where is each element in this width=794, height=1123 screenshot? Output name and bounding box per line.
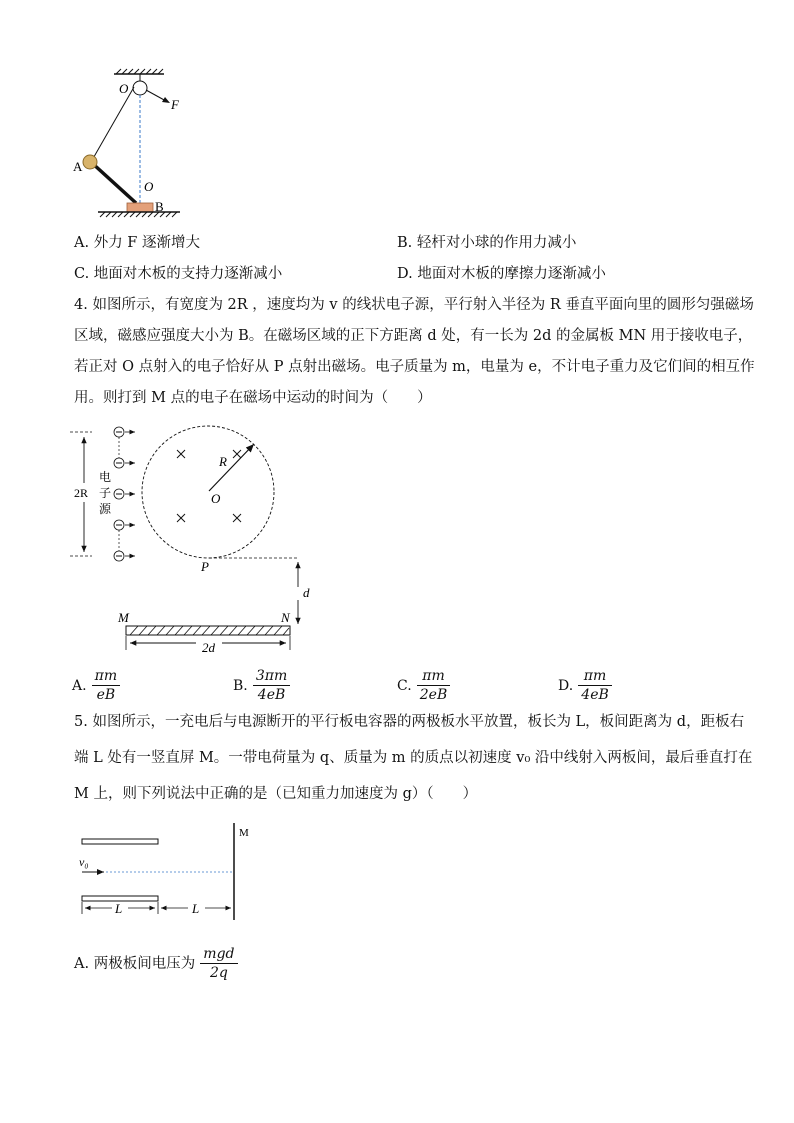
label-source-3: 源 — [99, 502, 112, 516]
q3-option-d: D. 地面对木板的摩擦力逐渐减小 — [397, 266, 606, 282]
label-L-2: L — [192, 901, 200, 916]
q4-line-1: 4. 如图所示，有宽度为 2R ，速度均为 v 的线状电子源，平行射入半径为 R 垂直平面向里的圆形匀强磁场 — [74, 297, 754, 313]
label-2R: 2R — [74, 486, 89, 500]
label-N: N — [281, 610, 290, 625]
q5-option-a: A. 两极板间电压为 $\frac{\text{mgd}}{2q}$ — [74, 946, 238, 981]
q3-option-b: B. 轻杆对小球的作用力减小 — [397, 235, 577, 251]
upper-plate — [82, 839, 158, 844]
q4-option-d: D. $\frac{\pi m}{4eB}$ — [558, 668, 612, 703]
q3-option-a: A. 外力 F 逐渐增大 — [74, 235, 200, 251]
label-F: F — [171, 97, 179, 112]
q4-option-c: C. $\frac{\pi m}{2eB}$ — [397, 668, 450, 703]
label-source-1: 电 — [99, 470, 112, 484]
q4-line-3: 若正对 O 点射入的电子恰好从 P 点射出磁场。电子质量为 m，电量为 e，不计电子重力及它们间的相互作 — [74, 359, 755, 375]
label-O-mid: O — [144, 179, 154, 194]
label-screen-M: M — [239, 827, 249, 839]
label-O-center: O — [211, 491, 221, 506]
label-d: d — [303, 585, 310, 600]
q5-line-1: 5. 如图所示，一充电后与电源断开的平行板电容器的两极板水平放置，板长为 L，板间距离为 d，距板右 — [74, 714, 745, 730]
label-L-1: L — [115, 901, 123, 916]
label-source-2: 子 — [99, 486, 112, 500]
label-O-top: O — [119, 81, 129, 96]
label-v0: v₀ — [79, 855, 89, 869]
q3-option-c: C. 地面对木板的支持力逐渐减小 — [74, 266, 283, 282]
label-B: B — [155, 199, 164, 214]
label-2d: 2d — [202, 640, 215, 655]
label-R: R — [219, 454, 227, 469]
label-A: A — [73, 159, 83, 174]
q4-option-b: B. $\frac{3\pi m}{4eB}$ — [233, 668, 290, 703]
q4-line-4: 用。则打到 M 点的电子在磁场中运动的时间为（ ） — [74, 390, 432, 406]
q4-line-2: 区域，磁感应强度大小为 B。在磁场区域的正下方距离 d 处，有一长为 2d 的金属板 MN 用于接收电子， — [74, 328, 753, 344]
label-M: M — [118, 610, 129, 625]
label-P: P — [201, 559, 209, 574]
q5-line-2: 端 L 处有一竖直屏 M。一带电荷量为 q、质量为 m 的质点以初速度 v₀ 沿中线射入两板间，最后垂直打在 — [74, 750, 753, 766]
q4-option-a: A. $\frac{\pi m}{eB}$ — [72, 668, 120, 703]
q5-line-3: M 上，则下列说法中正确的是（已知重力加速度为 g）（ ） — [74, 786, 478, 802]
